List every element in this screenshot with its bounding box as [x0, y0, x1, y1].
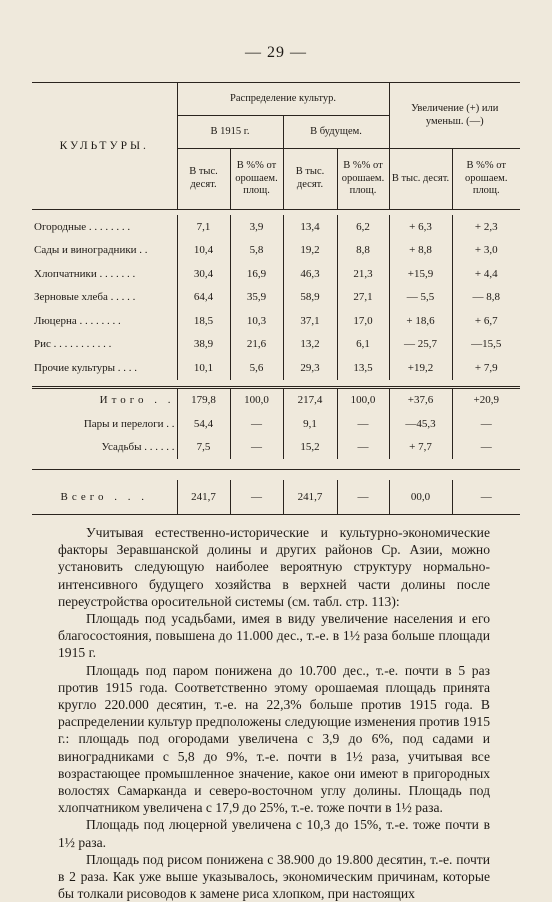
cell-future-percent: 21,3	[337, 262, 389, 286]
paragraph: Площадь под паром понижена до 10.700 дес., т.-е. почти в 5 раз против 1915 года. Соответственно этому орошаемая площадь принята кругло 220.000 десятин, т.-е. на 22,3% больше против 1915 года. В распределении культур предположены следующие изменения против 1915 г.: площадь под огородами увеличена с 3,9 до 6%, под садами и виноградниками с 5,8 до 9%, т.-е. почти в 1½ раза, учитывая все возрастающее промышленное значение, какое они имеют в пригородных волостях Самарканда и северо-восточном углу долины. Площадь под хлопчатником увеличена с 17,9 до 25%, т.-е. тоже почти в 1½ раза.	[58, 662, 490, 816]
cell-future-percent: 27,1	[337, 286, 389, 310]
cell-1915-thousand: 10,1	[177, 356, 230, 380]
cell-1915-percent: 5,8	[230, 239, 283, 263]
paragraph: Учитывая естественно-исторические и культурно-экономические факторы Зеравшанской долины и других районов Ср. Азии, можно установить следующую наиболее вероятную структуру нормально-интенсивного будущего хозяйства в верхней части долины после переустройства оросительной системы (см. табл. стр. 113):	[58, 525, 490, 609]
cell-1915-percent: —	[230, 436, 283, 460]
cell-change-percent: + 3,0	[452, 239, 520, 263]
subtotal-row	[32, 387, 520, 412]
cell-future-percent: 6,2	[337, 215, 389, 239]
cell-1915-percent: —	[230, 480, 283, 515]
cell-change-percent: + 7,9	[452, 356, 520, 380]
cell-change-percent: —15,5	[452, 333, 520, 357]
paragraph: Площадь под люцерной увеличена с 10,3 до 15%, т.-е. тоже почти в 1½ раза.	[58, 817, 490, 850]
header-1915-thousand: В тыс. десят.	[177, 149, 230, 210]
cell-future-thousand: 37,1	[283, 309, 337, 333]
cell-future-thousand: 58,9	[283, 286, 337, 310]
header-change-thousand: В тыс. десят.	[389, 149, 452, 210]
page-number: — 29 —	[245, 44, 307, 61]
row-name: Всего . . .	[60, 491, 148, 503]
cell-change-thousand: +37,6	[389, 387, 452, 412]
cell-change-percent: + 2,3	[452, 215, 520, 239]
cell-1915-percent: 5,6	[230, 356, 283, 380]
cell-1915-thousand: 7,1	[177, 215, 230, 239]
cell-1915-percent: 3,9	[230, 215, 283, 239]
row-name: Зерновые хлеба . . . . .	[34, 291, 136, 304]
cell-1915-percent: 35,9	[230, 286, 283, 310]
row-name: Огородные . . . . . . . .	[34, 220, 131, 233]
header-cultures: КУЛЬТУРЫ.	[32, 83, 177, 210]
cell-1915-thousand: 7,5	[177, 436, 230, 460]
cell-change-thousand: —45,3	[389, 412, 452, 436]
body-text	[58, 524, 490, 902]
header-distribution: Распределение культур.	[177, 83, 389, 116]
row-name: Итого . .	[99, 394, 175, 407]
cell-future-thousand: 9,1	[283, 412, 337, 436]
table-row	[32, 215, 520, 239]
header-change: Увеличение (+) или уменьш. (—)	[389, 83, 520, 149]
cell-change-thousand: — 5,5	[389, 286, 452, 310]
cell-1915-percent: 100,0	[230, 387, 283, 412]
header-future: В будущем.	[283, 116, 389, 149]
cell-future-thousand: 46,3	[283, 262, 337, 286]
cell-1915-percent: 10,3	[230, 309, 283, 333]
cell-1915-thousand: 30,4	[177, 262, 230, 286]
cell-future-percent: 13,5	[337, 356, 389, 380]
table-row	[32, 239, 520, 263]
header-future-thousand: В тыс. десят.	[283, 149, 337, 210]
cell-1915-percent: 21,6	[230, 333, 283, 357]
cell-change-thousand: 00,0	[389, 480, 452, 515]
cell-future-thousand: 241,7	[283, 480, 337, 515]
header-change-percent: В %% от орошаем. площ.	[452, 149, 520, 210]
cell-change-thousand: + 6,3	[389, 215, 452, 239]
cell-change-percent: + 4,4	[452, 262, 520, 286]
header-future-percent: В %% от орошаем. площ.	[337, 149, 389, 210]
cell-change-percent: —	[452, 412, 520, 436]
cell-1915-thousand: 64,4	[177, 286, 230, 310]
cell-future-percent: 17,0	[337, 309, 389, 333]
crop-distribution-table	[32, 82, 520, 515]
cell-future-thousand: 19,2	[283, 239, 337, 263]
subtotal-row	[32, 436, 520, 460]
cell-change-percent: — 8,8	[452, 286, 520, 310]
cell-1915-thousand: 10,4	[177, 239, 230, 263]
table-row	[32, 309, 520, 333]
table-row	[32, 333, 520, 357]
cell-1915-percent: —	[230, 412, 283, 436]
cell-future-thousand: 15,2	[283, 436, 337, 460]
cell-future-percent: —	[337, 412, 389, 436]
cell-future-thousand: 217,4	[283, 387, 337, 412]
cell-1915-thousand: 179,8	[177, 387, 230, 412]
cell-change-thousand: — 25,7	[389, 333, 452, 357]
cell-change-percent: —	[452, 480, 520, 515]
cell-change-thousand: + 18,6	[389, 309, 452, 333]
paragraph: Площадь под усадьбами, имея в виду увеличение населения и его благосостояния, повышена до 11.000 дес., т.-е. в 1½ раза больше площади 1915 г.	[58, 611, 490, 661]
table-row	[32, 286, 520, 310]
cell-1915-thousand: 54,4	[177, 412, 230, 436]
cell-change-percent: +20,9	[452, 387, 520, 412]
cell-1915-percent: 16,9	[230, 262, 283, 286]
cell-1915-thousand: 38,9	[177, 333, 230, 357]
cell-change-thousand: +19,2	[389, 356, 452, 380]
cell-1915-thousand: 241,7	[177, 480, 230, 515]
row-name: Люцерна . . . . . . . .	[34, 314, 121, 327]
row-name: Рис . . . . . . . . . . .	[34, 338, 112, 351]
row-name: Сады и виноградники . .	[34, 244, 148, 257]
cell-change-thousand: + 7,7	[389, 436, 452, 460]
cell-future-thousand: 13,2	[283, 333, 337, 357]
row-name: Пары и перелоги . .	[83, 417, 175, 430]
cell-future-thousand: 29,3	[283, 356, 337, 380]
header-1915-percent: В %% от орошаем. площ.	[230, 149, 283, 210]
paragraph: Площадь под рисом понижена с 38.900 до 19.800 десятин, т.-е. почти в 2 раза. Как уже выше указывалось, экономическим причинам, которые бы толкали рисоводов к замене риса хлопком, при настоящих	[58, 851, 490, 902]
row-name: Хлопчатники . . . . . . .	[34, 267, 136, 280]
header-1915: В 1915 г.	[177, 116, 283, 149]
cell-future-percent: —	[337, 436, 389, 460]
total-row	[32, 480, 520, 515]
cell-change-thousand: +15,9	[389, 262, 452, 286]
table-row	[32, 262, 520, 286]
row-name: Прочие культуры . . . .	[34, 361, 138, 374]
cell-1915-thousand: 18,5	[177, 309, 230, 333]
cell-future-percent: 100,0	[337, 387, 389, 412]
row-name: Усадьбы . . . . . .	[101, 441, 175, 454]
cell-future-percent: —	[337, 480, 389, 515]
cell-future-thousand: 13,4	[283, 215, 337, 239]
subtotal-row	[32, 412, 520, 436]
cell-future-percent: 6,1	[337, 333, 389, 357]
cell-future-percent: 8,8	[337, 239, 389, 263]
cell-change-percent: + 6,7	[452, 309, 520, 333]
cell-change-thousand: + 8,8	[389, 239, 452, 263]
cell-change-percent: —	[452, 436, 520, 460]
table-row	[32, 356, 520, 380]
